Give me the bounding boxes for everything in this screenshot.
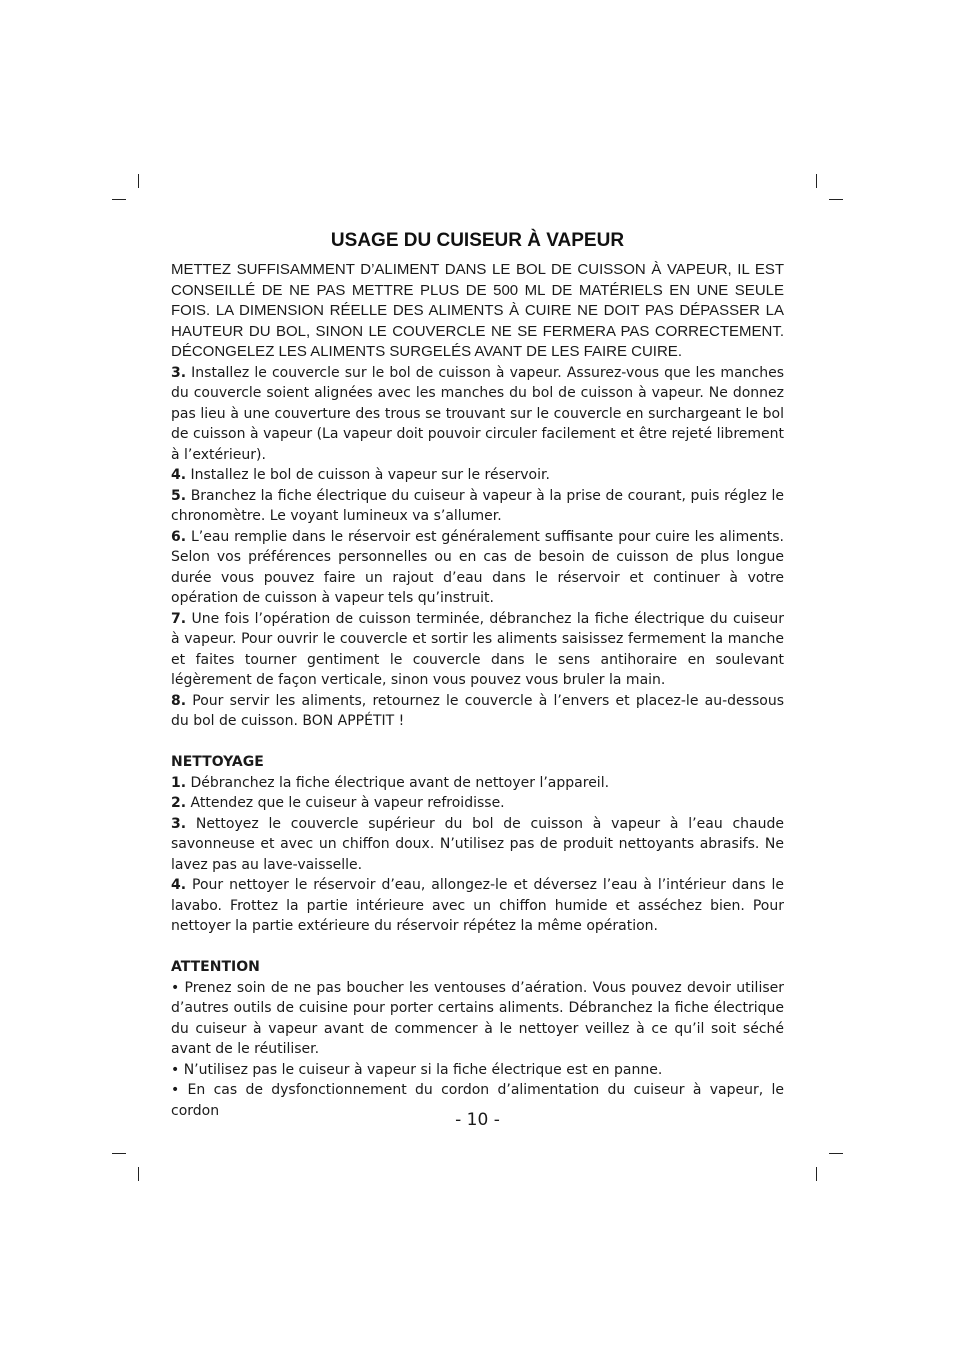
step-text: Installez le couvercle sur le bol de cuisson à vapeur. Assurez-vous que les manches du couvercle soient alignées avec les manches du bol de cuisson à vapeur. Ne donnez pas lieu à une couverture des trous se trouvant sur le couvercle en surchargeant le bol de cuisson à vapeur (La vapeur doit pouvoir circuler facilement et être rejeté librement à l’extérieur). — [171, 364, 784, 463]
usage-step — [171, 691, 784, 732]
step-number: 7. — [171, 610, 187, 627]
crop-mark-top-left-horizontal — [112, 199, 126, 200]
step-text: Une fois l’opération de cuisson terminée, débranchez la fiche électrique du cuiseur à vapeur. Pour ouvrir le couvercle et sortir les aliments saisissez fermement la manche et faites tourner gentiment le couvercle dans le sens antihoraire en soulevant légèrement de façon verticale, sinon vous pouvez vous bruler la main. — [171, 610, 784, 688]
attention-bullet: • N’utilisez pas le cuiseur à vapeur si la fiche électrique est en panne. — [171, 1061, 663, 1078]
crop-mark-bottom-right-vertical — [816, 1167, 817, 1181]
cleaning-step — [171, 793, 784, 814]
step-number: 4. — [171, 467, 187, 483]
crop-mark-top-right-vertical — [816, 174, 817, 188]
usage-step — [171, 527, 784, 609]
step-number: 1. — [171, 774, 187, 791]
step-number: 3. — [171, 364, 187, 381]
usage-step — [171, 465, 784, 486]
attention-bullets — [171, 978, 784, 1122]
step-text: Nettoyez le couvercle supérieur du bol de cuisson à vapeur à l’eau chaude savonneuse et avec un chiffon doux. N’utilisez pas de produit nettoyants abrasifs. Ne lavez pas au lave-vaisselle. — [171, 815, 784, 873]
crop-mark-bottom-left-horizontal — [112, 1153, 126, 1154]
usage-step — [171, 363, 784, 466]
step-text: Attendez que le cuiseur à vapeur refroidisse. — [190, 795, 505, 811]
attention-heading: ATTENTION — [171, 959, 260, 975]
step-number: 5. — [171, 487, 187, 504]
step-number: 6. — [171, 528, 187, 545]
intro-paragraph: METTEZ SUFFISAMMENT D’ALIMENT DANS LE BOL DE CUISSON À VAPEUR, IL EST CONSEILLÉ DE NE PAS METTRE PLUS DE 500 ML DE MATÉRIELS EN UNE SEULE FOIS. LA DIMENSION RÉELLE DES ALIMENTS À CUIRE NE DOIT PAS DÉPASSER LA HAUTEUR DU BOL, SINON LE COUVERCLE NE SE FERMERA PAS CORRECTEMENT. DÉCONGELEZ LES ALIMENTS SURGELÉS AVANT DE LES FAIRE CUIRE. — [171, 261, 784, 360]
cleaning-step — [171, 773, 784, 794]
crop-mark-bottom-left-vertical — [138, 1167, 139, 1181]
step-text: Pour nettoyer le réservoir d’eau, allongez-le et déversez l’eau à l’intérieur dans le lavabo. Frottez la partie intérieure avec un chiffon humide et asséchez bien. Pour nettoyer la partie extérieure du réservoir répétez la même opération. — [171, 877, 785, 934]
usage-step — [171, 486, 784, 527]
step-number: 4. — [171, 877, 187, 893]
page-title: USAGE DU CUISEUR À VAPEUR — [330, 230, 625, 251]
step-number: 8. — [171, 692, 187, 709]
crop-mark-top-left-vertical — [138, 174, 139, 188]
crop-mark-bottom-right-horizontal — [829, 1153, 843, 1154]
step-text: L’eau remplie dans le réservoir est généralement suffisante pour cuire les aliments. Selon vos préférences personnelles ou en cas de besoin de cuisson de plus longue durée vous pouvez faire un rajout d’eau dans le réservoir et continuer à votre opération de cuisson à vapeur tels qu’instruit. — [171, 528, 784, 606]
usage-steps — [171, 363, 784, 732]
step-number: 3. — [171, 815, 187, 832]
cleaning-heading: NETTOYAGE — [171, 754, 264, 770]
attention-bullet: • Prenez soin de ne pas boucher les ventouses d’aération. Vous pouvez devoir utiliser d’autres outils de cuisine pour porter certains aliments. Débranchez la fiche électrique du cuiseur à vapeur avant de commencer à le nettoyer veillez à ce qu’il soit séché avant de le réutiliser. — [171, 979, 784, 1057]
page-content — [171, 260, 784, 1121]
cleaning-step — [171, 875, 784, 937]
step-text: Pour servir les aliments, retournez le couvercle à l’envers et placez-le au-dessous du bol de cuisson. BON APPÉTIT ! — [171, 692, 784, 729]
attention-bullet: • En cas de dysfonctionnement du cordon d’alimentation du cuiseur à vapeur, le cordon — [171, 1082, 784, 1119]
step-text: Installez le bol de cuisson à vapeur sur le réservoir. — [190, 467, 550, 483]
crop-mark-top-right-horizontal — [829, 199, 843, 200]
usage-step — [171, 609, 784, 691]
step-text: Branchez la fiche électrique du cuiseur à vapeur à la prise de courant, puis réglez le chronomètre. Le voyant lumineux va s’allumer. — [171, 487, 784, 524]
page-number: - 10 - — [455, 1110, 500, 1130]
cleaning-steps — [171, 773, 784, 937]
cleaning-step — [171, 814, 784, 876]
step-number: 2. — [171, 795, 187, 811]
step-text: Débranchez la fiche électrique avant de nettoyer l’appareil. — [190, 774, 610, 791]
